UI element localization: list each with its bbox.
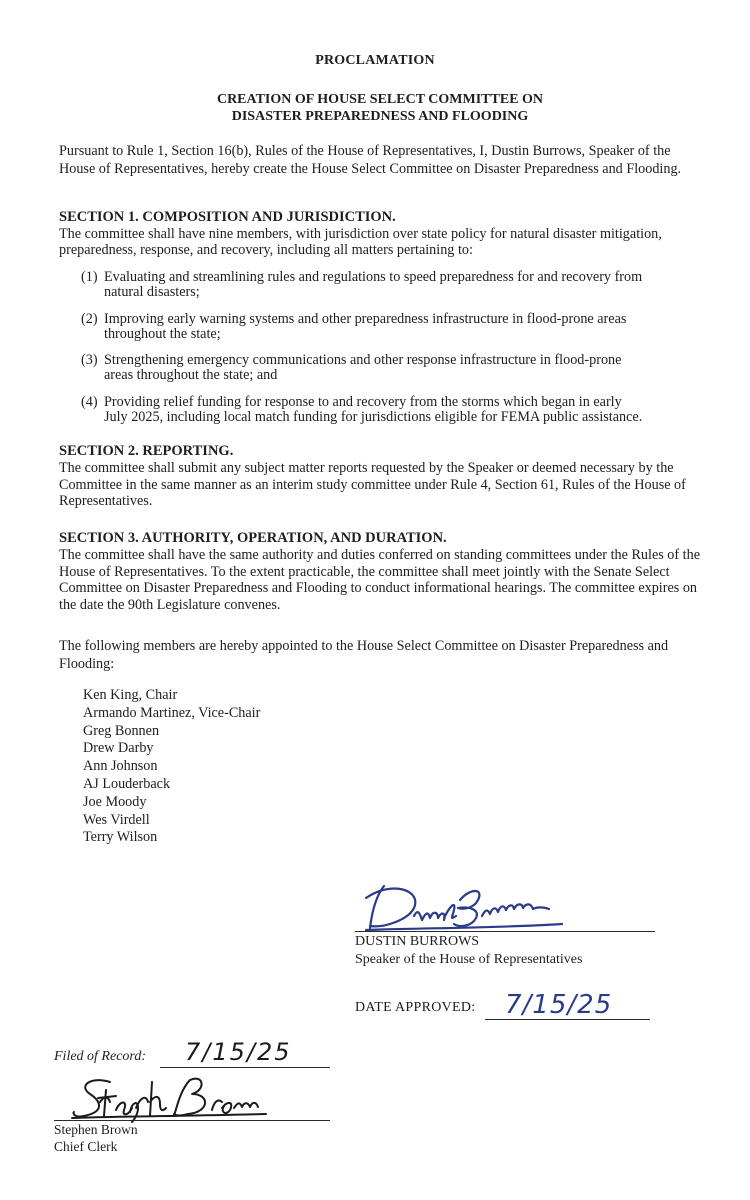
document-subtitle (0, 91, 750, 125)
member-name: Wes Virdell (83, 811, 150, 828)
filed-of-record-value: 7/15/25 (185, 1038, 292, 1066)
filed-of-record-label: Filed of Record: (54, 1049, 147, 1064)
clerk-signature-line (54, 1120, 330, 1121)
intro-paragraph: Pursuant to Rule 1, Section 16(b), Rules of the House of Representatives, I, Dustin Burrows, Speaker of the House of Representatives, hereby create the House Select Committee on Disaster Preparedness and Flooding. (59, 143, 682, 177)
member-name: AJ Louderback (83, 775, 171, 792)
date-approved-label: DATE APPROVED: (355, 1000, 476, 1015)
list-item-text (104, 353, 704, 383)
speaker-name: DUSTIN BURROWS (355, 934, 480, 949)
list-item-line-1: Strengthening emergency communications and other response infrastructure in flood-prone (104, 352, 622, 368)
filed-of-record-line (160, 1067, 330, 1068)
list-item-line-2: areas throughout the state; and (104, 367, 278, 383)
list-item-line-2: July 2025, including local match funding for jurisdictions eligible for FEMA public assistance. (104, 409, 643, 425)
clerk-signature (70, 1072, 270, 1127)
section-1-heading: SECTION 1. COMPOSITION AND JURISDICTION. (59, 209, 396, 225)
member-name: Armando Martinez, Vice-Chair (83, 704, 261, 721)
section-3-text: The committee shall have the same authority and duties conferred on standing committees under the Rules of the House of Representatives. To the extent practicable, the committee shall meet jointly with the Senate Select Committee on Disaster Preparedness and Flooding to conduct informational hearings. The committee expires on the date the 90th Legislature convenes. (59, 547, 701, 613)
clerk-name: Stephen Brown (54, 1122, 138, 1137)
speaker-signature-line (355, 931, 655, 932)
members-list (83, 687, 260, 847)
list-item-text (104, 270, 704, 300)
clerk-title: Chief Clerk (54, 1139, 118, 1154)
list-item-line-2: natural disasters; (104, 284, 200, 300)
subtitle-line-1: CREATION OF HOUSE SELECT COMMITTEE ON (216, 92, 544, 107)
list-item-number: (3) (81, 352, 98, 368)
list-item-text (104, 312, 704, 342)
speaker-title: Speaker of the House of Representatives (355, 952, 583, 967)
date-approved-value: 7/15/25 (505, 990, 613, 1020)
list-item-line-1: Evaluating and streamlining rules and regulations to speed preparedness for and recovery from (104, 269, 643, 285)
member-name: Greg Bonnen (83, 722, 160, 739)
speaker-signature (362, 878, 572, 936)
member-name: Drew Darby (83, 740, 154, 757)
list-item-text (104, 395, 704, 425)
list-item-line-1: Providing relief funding for response to and recovery from the storms which began in early (104, 394, 622, 410)
list-item-line-2: throughout the state; (104, 326, 221, 342)
document-title: PROCLAMATION (315, 53, 435, 68)
list-item-line-1: Improving early warning systems and other preparedness infrastructure in flood-prone areas (104, 311, 627, 327)
member-name: Ken King, Chair (83, 687, 178, 703)
section-1-text: The committee shall have nine members, with jurisdiction over state policy for natural disaster mitigation, preparedness, response, and recovery, including all matters pertaining to: (59, 226, 662, 258)
members-intro: The following members are hereby appointed to the House Select Committee on Disaster Preparedness and Flooding: (59, 638, 669, 672)
list-item-number: (2) (81, 311, 98, 327)
member-name: Terry Wilson (83, 829, 158, 846)
list-item-number: (1) (81, 269, 98, 285)
date-approved-line (485, 1019, 650, 1020)
list-item-number: (4) (81, 394, 98, 410)
section-3-heading: SECTION 3. AUTHORITY, OPERATION, AND DURATION. (59, 530, 447, 546)
member-name: Joe Moody (83, 793, 147, 810)
subtitle-line-2: DISASTER PREPAREDNESS AND FLOODING (231, 109, 529, 124)
section-2-text: The committee shall submit any subject matter reports requested by the Speaker or deemed necessary by the Committee in the same manner as an interim study committee under Rule 4, Section 61, Rules of the House of Representatives. (59, 460, 686, 509)
section-2-heading: SECTION 2. REPORTING. (59, 443, 234, 459)
member-name: Ann Johnson (83, 758, 158, 775)
